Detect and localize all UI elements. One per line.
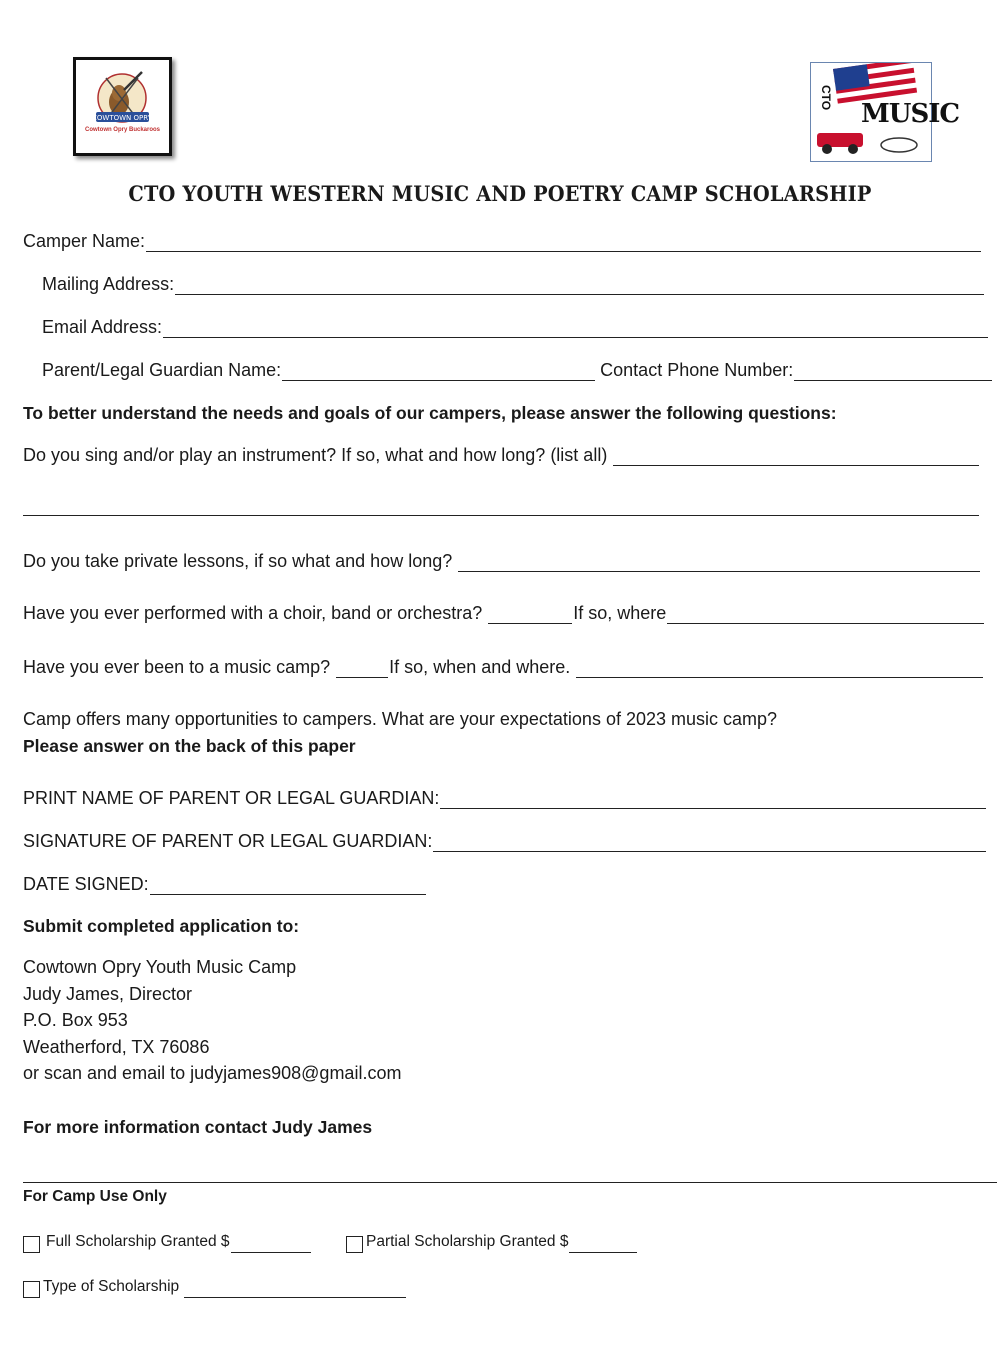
mailing-address-label: Mailing Address: — [42, 274, 175, 294]
left-logo-text: Cowtown Opry Buckaroos — [84, 127, 160, 133]
partial-scholarship-amount[interactable] — [569, 1237, 637, 1253]
submit-address — [23, 954, 401, 1087]
question-lessons — [23, 550, 980, 572]
submit-address-line: Judy James, Director — [23, 983, 193, 1004]
question-performed-answer[interactable] — [488, 606, 572, 624]
submit-heading: Submit completed application to: — [23, 916, 300, 936]
questions-intro: To better understand the needs and goals of our campers, please answer the following questions: — [23, 403, 837, 423]
signature-field[interactable] — [23, 830, 986, 852]
signature-label: SIGNATURE OF PARENT OR LEGAL GUARDIAN: — [23, 831, 433, 851]
right-logo — [810, 62, 960, 162]
type-scholarship-checkbox[interactable] — [23, 1281, 40, 1298]
contact-phone-label: Contact Phone Number: — [600, 360, 794, 380]
partial-scholarship-checkbox[interactable] — [346, 1236, 363, 1253]
question-performed-where-field[interactable] — [667, 606, 984, 624]
date-signed-field[interactable] — [23, 873, 426, 895]
camper-name-field[interactable] — [23, 230, 981, 252]
print-name-field[interactable] — [23, 787, 986, 809]
right-logo-sub: CTO — [819, 85, 833, 111]
question-instrument-label: Do you sing and/or play an instrument? If so, what and how long? (list all) — [23, 445, 608, 465]
page-title: CTO YOUTH WESTERN MUSIC AND POETRY CAMP SCHOLARSHIP — [128, 181, 872, 206]
question-lessons-field[interactable] — [458, 554, 980, 572]
email-address-field[interactable] — [42, 316, 988, 338]
submit-address-line: Weatherford, TX 76086 — [23, 1036, 210, 1057]
full-scholarship-checkbox[interactable] — [23, 1236, 40, 1253]
type-scholarship-row — [23, 1276, 407, 1298]
contact-phone-field[interactable] — [794, 363, 992, 381]
left-logo — [73, 57, 172, 156]
question-instrument-field[interactable] — [613, 448, 979, 466]
question-performed-label: Have you ever performed with a choir, band or orchestra? — [23, 603, 483, 623]
submit-address-line: P.O. Box 953 — [23, 1010, 128, 1030]
full-scholarship-row — [23, 1231, 312, 1253]
question-expectations-note: Please answer on the back of this paper — [23, 736, 356, 756]
partial-scholarship-row — [346, 1231, 638, 1253]
question-music-camp-when-field[interactable] — [576, 660, 983, 678]
question-music-camp-answer[interactable] — [336, 660, 388, 678]
type-scholarship-field[interactable] — [184, 1282, 406, 1298]
divider — [23, 1182, 997, 1183]
svg-text:COWTOWN OPRY: COWTOWN OPRY — [92, 114, 152, 122]
print-name-label: PRINT NAME OF PARENT OR LEGAL GUARDIAN: — [23, 788, 440, 808]
partial-scholarship-label: Partial Scholarship Granted $ — [366, 1233, 569, 1250]
type-scholarship-label: Type of Scholarship — [43, 1278, 180, 1295]
guardian-name-label: Parent/Legal Guardian Name: — [42, 360, 282, 380]
guitar-fiddle-logo-icon — [76, 60, 169, 153]
camper-name-label: Camper Name: — [23, 231, 146, 251]
submit-address-line: Cowtown Opry Youth Music Camp — [23, 957, 297, 977]
question-instrument-field-2[interactable] — [23, 498, 979, 516]
guardian-name-field[interactable] — [282, 363, 595, 381]
submit-address-line: or scan and email to judyjames908@gmail.com — [23, 1063, 402, 1083]
question-lessons-label: Do you take private lessons, if so what and how long? — [23, 551, 453, 571]
contact-info: For more information contact Judy James — [23, 1117, 373, 1137]
question-music-camp-label: Have you ever been to a music camp? — [23, 657, 331, 677]
question-instrument — [23, 444, 979, 466]
mailing-address-field[interactable] — [42, 273, 984, 295]
camp-use-heading: For Camp Use Only — [23, 1188, 167, 1205]
full-scholarship-amount[interactable] — [231, 1237, 311, 1253]
question-expectations: Camp offers many opportunities to campers. What are your expectations of 2023 music camp? — [23, 709, 778, 729]
question-music-camp — [23, 656, 983, 678]
question-performed — [23, 602, 984, 624]
right-logo-text: MUSIC — [861, 99, 960, 129]
guardian-row — [42, 359, 992, 381]
full-scholarship-label: Full Scholarship Granted $ — [46, 1233, 230, 1250]
date-signed-label: DATE SIGNED: — [23, 874, 149, 894]
question-performed-where-label: If so, where — [573, 603, 667, 623]
question-music-camp-when-label: If so, when and where. — [389, 657, 571, 677]
email-address-label: Email Address: — [42, 317, 163, 337]
